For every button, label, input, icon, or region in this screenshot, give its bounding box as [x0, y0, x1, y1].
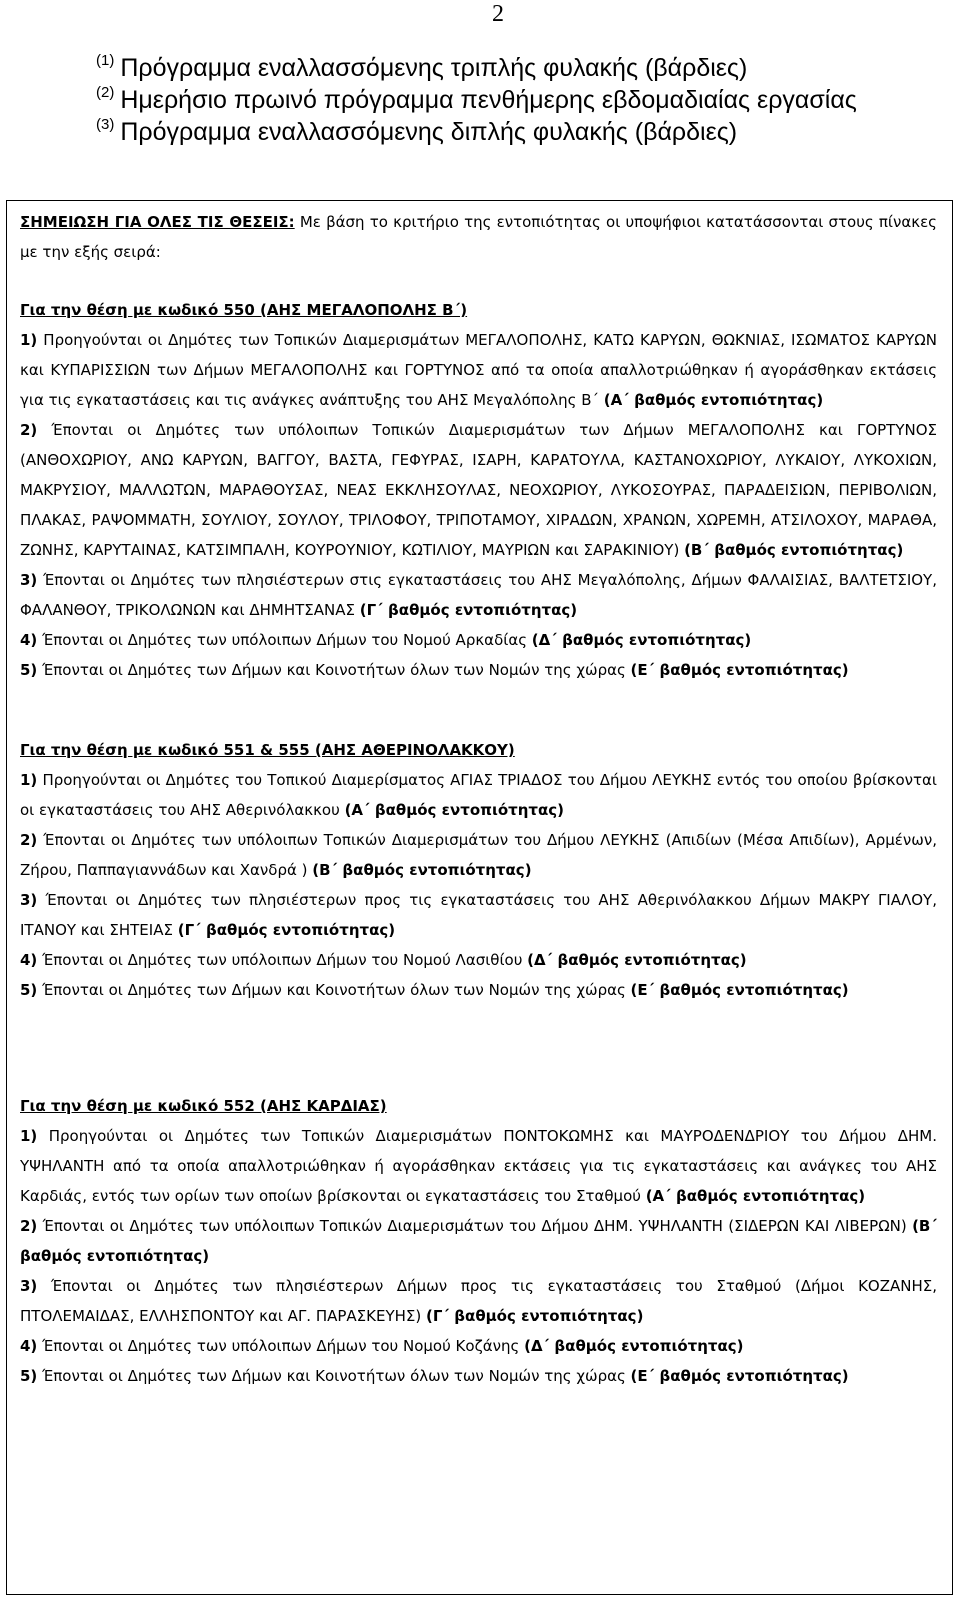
item-text: Έπονται οι Δημότες των πλησιέστερων στις εγκαταστάσεις του ΑΗΣ Μεγαλόπολης, Δήμων ΦΑΛΑΙΣΙΑΣ, ΒΑΛΤΕΤΣΙΟΥ, ΦΑΛΑΝΘΟΥ, ΤΡΙΚΟΛΩΝΩΝ και ΔΗΜΗΤΣΑΝΑΣ: [20, 571, 937, 619]
item-text: Έπονται οι Δημότες των υπόλοιπων Δήμων του Νομού Κοζάνης: [37, 1337, 525, 1355]
spacer: [20, 685, 937, 735]
item-text: Έπονται οι Δημότες των υπόλοιπων Τοπικών Διαμερισμάτων του Δήμου ΔΗΜ. ΥΨΗΛΑΝΤΗ (ΣΙΔΕΡΩΝ ΚΑΙ ΛΙΒΕΡΩΝ): [37, 1217, 913, 1235]
item-number: 2): [20, 1217, 38, 1235]
locality-level: (Δ΄ βαθμός εντοπιότητας): [524, 1337, 744, 1355]
item-text: Έπονται οι Δημότες των Δήμων και Κοινοτήτων όλων των Νομών της χώρας: [37, 981, 631, 999]
footnote-text: Πρόγραμμα εναλλασσόμενης τριπλής φυλακής (βάρδιες): [120, 54, 748, 82]
item-text: Προηγούνται οι Δημότες του Τοπικού Διαμερίσματος ΑΓΙΑΣ ΤΡΙΑΔΟΣ του Δήμου ΛΕΥΚΗΣ εντός του οποίου βρίσκονται οι εγκαταστάσεις του ΑΗΣ Αθερινόλακκου: [20, 771, 937, 819]
section-title-552: Για την θέση με κωδικό 552 (ΑΗΣ ΚΑΡΔΙΑΣ): [20, 1097, 387, 1115]
note-title: ΣΗΜΕΙΩΣΗ ΓΙΑ ΟΛΕΣ ΤΙΣ ΘΕΣΕΙΣ:: [20, 213, 295, 231]
locality-level: (Β΄ βαθμός εντοπιότητας): [20, 1217, 937, 1265]
item-number: 1): [20, 771, 38, 789]
item-text: Προηγούνται οι Δημότες των Τοπικών Διαμερισμάτων ΜΕΓΑΛΟΠΟΛΗΣ, ΚΑΤΩ ΚΑΡΥΩΝ, ΘΩΚΝΙΑΣ, ΙΣΩΜΑΤΟΣ ΚΑΡΥΩΝ και ΚΥΠΑΡΙΣΣΙΩΝ των Δήμων ΜΕΓΑΛΟΠΟΛΗΣ και ΓΟΡΤΥΝΟΣ από τα οποία απαλλοτριώθηκαν ή αγοράσθηκαν εκτάσεις για τις εγκαταστάσεις και τις ανάγκες ανάπτυξης του ΑΗΣ Μεγαλόπολης Β΄: [20, 331, 937, 409]
page-number: 2: [492, 1, 504, 27]
item-number: 1): [20, 331, 38, 349]
item-number: 2): [20, 421, 38, 439]
locality-level: (Α΄ βαθμός εντοπιότητας): [603, 391, 824, 409]
list-item: [20, 1331, 937, 1361]
item-number: 3): [20, 891, 38, 909]
locality-level: (Ε΄ βαθμός εντοπιότητας): [630, 1367, 849, 1385]
list-item: [20, 1361, 937, 1391]
item-text: Έπονται οι Δημότες των Δήμων και Κοινοτήτων όλων των Νομών της χώρας: [37, 1367, 631, 1385]
footnotes: [96, 52, 916, 148]
locality-level: (Δ΄ βαθμός εντοπιότητας): [531, 631, 752, 649]
note-text: Με βάση το κριτήριο της εντοπιότητας οι υποψήφιοι κατατάσσονται στους πίνακες με την εξής σειρά:: [20, 213, 937, 261]
item-number: 4): [20, 951, 38, 969]
locality-level: (Α΄ βαθμός εντοπιότητας): [344, 801, 565, 819]
item-text: Έπονται οι Δημότες των υπόλοιπων Τοπικών Διαμερισμάτων των Δήμων ΜΕΓΑΛΟΠΟΛΗΣ και ΓΟΡΤΥΝΟΣ (ΑΝΘΟΧΩΡΙΟΥ, ΑΝΩ ΚΑΡΥΩΝ, ΒΑΓΓΟΥ, ΒΑΣΤΑ, ΓΕΦΥΡΑΣ, ΙΣΑΡΗ, ΚΑΡΑΤΟΥΛΑ, ΚΑΣΤΑΝΟΧΩΡΙΟΥ, ΛΥΚΑΙΟΥ, ΛΥΚΟΧΙΩΝ, ΜΑΚΡΥΣΙΟΥ, ΜΑΛΛΩΤΩΝ, ΜΑΡΑΘΟΥΣΑΣ, ΝΕΑΣ ΕΚΚΛΗΣΟΥΛΑΣ, ΝΕΟΧΩΡΙΟΥ, ΛΥΚΟΣΟΥΡΑΣ, ΠΑΡΑΔΕΙΣΙΩΝ, ΠΕΡΙΒΟΛΙΩΝ, ΠΛΑΚΑΣ, ΡΑΨΟΜΜΑΤΗ, ΣΟΥΛΙΟΥ, ΣΟΥΛΟΥ, ΤΡΙΛΟΦΟΥ, ΤΡΙΠΟΤΑΜΟΥ, ΧΙΡΑΔΩΝ, ΧΡΑΝΩΝ, ΧΩΡΕΜΗ, ΑΤΣΙΛΟΧΟΥ, ΜΑΡΑΘΑ, ΖΩΝΗΣ, ΚΑΡΥΤΑΙΝΑΣ, ΚΑΤΣΙΜΠΑΛΗ, ΚΟΥΡΟΥΝΙΟΥ, ΚΩΤΙΛΙΟΥ, ΜΑΥΡΙΩΝ και ΣΑΡΑΚΙΝΙΟΥ): [20, 421, 937, 559]
footnote-mark: (2): [96, 84, 115, 101]
item-text: Προηγούνται οι Δημότες των Τοπικών Διαμερισμάτων ΠΟΝΤΟΚΩΜΗΣ και ΜΑΥΡΟΔΕΝΔΡΙΟΥ του Δήμου ΔΗΜ. ΥΨΗΛΑΝΤΗ από τα οποία απαλλοτριώθηκαν ή αγοράσθηκαν εκτάσεις για τις εγκαταστάσεις και ανάγκες του ΑΗΣ Καρδιάς, εντός των ορίων των οποίων βρίσκονται οι εγκαταστάσεις του Σταθμού: [20, 1127, 937, 1205]
footnote-text: Ημερήσιο πρωινό πρόγραμμα πενθήμερης εβδομαδιαίας εργασίας: [120, 86, 857, 114]
item-number: 5): [20, 661, 38, 679]
locality-level: (Γ΄ βαθμός εντοπιότητας): [426, 1307, 644, 1325]
item-number: 5): [20, 1367, 38, 1385]
section-title-551-555: Για την θέση με κωδικό 551 & 555 (ΑΗΣ ΑΘΕΡΙΝΟΛΑΚΚΟΥ): [20, 741, 515, 759]
criteria-content: [20, 207, 937, 1391]
spacer: [20, 267, 937, 295]
footnote-text: Πρόγραμμα εναλλασσόμενης διπλής φυλακής (βάρδιες): [120, 118, 738, 146]
criteria-box: [6, 200, 953, 1595]
list-item: [20, 1271, 937, 1331]
list-item: [20, 885, 937, 945]
locality-level: (Δ΄ βαθμός εντοπιότητας): [527, 951, 747, 969]
section-title-550: Για την θέση με κωδικό 550 (ΑΗΣ ΜΕΓΑΛΟΠΟΛΗΣ Β΄): [20, 301, 468, 319]
list-item: [20, 1211, 937, 1271]
spacer: [20, 1005, 937, 1091]
locality-level: (Ε΄ βαθμός εντοπιότητας): [630, 981, 849, 999]
list-item: [20, 415, 937, 565]
list-item: [20, 565, 937, 625]
footnote-1: [96, 52, 916, 84]
item-number: 4): [20, 631, 38, 649]
list-item: [20, 655, 937, 685]
locality-level: (Γ΄ βαθμός εντοπιότητας): [359, 601, 578, 619]
list-item: [20, 945, 937, 975]
general-note: [20, 207, 937, 267]
list-item: [20, 1121, 937, 1211]
footnote-3: [96, 116, 916, 148]
list-item: [20, 325, 937, 415]
list-item: [20, 825, 937, 885]
footnote-2: [96, 84, 916, 116]
locality-level: (Β΄ βαθμός εντοπιότητας): [312, 861, 532, 879]
item-number: 4): [20, 1337, 38, 1355]
item-text: Έπονται οι Δημότες των υπόλοιπων Τοπικών Διαμερισμάτων του Δήμου ΛΕΥΚΗΣ (Απιδίων (Μέσα Απιδίων), Αρμένων, Ζήρου, Παππαγιαννάδων και Χανδρά ): [20, 831, 937, 879]
item-text: Έπονται οι Δημότες των υπόλοιπων Δήμων του Νομού Λασιθίου: [37, 951, 528, 969]
item-text: Έπονται οι Δημότες των πλησιέστερων προς τις εγκαταστάσεις του ΑΗΣ Αθερινόλακκου Δήμων ΜΑΚΡΥ ΓΙΑΛΟΥ, ΙΤΑΝΟΥ και ΣΗΤΕΙΑΣ: [20, 891, 937, 939]
footnote-mark: (1): [96, 52, 115, 69]
list-item: [20, 765, 937, 825]
locality-level: (Ε΄ βαθμός εντοπιότητας): [630, 661, 849, 679]
item-number: 5): [20, 981, 38, 999]
item-text: Έπονται οι Δημότες των πλησιέστερων Δήμων προς τις εγκαταστάσεις του Σταθμού (Δήμοι ΚΟΖΑΝΗΣ, ΠΤΟΛΕΜΑΙΔΑΣ, ΕΛΛΗΣΠΟΝΤΟΥ και ΑΓ. ΠΑΡΑΣΚΕΥΗΣ): [20, 1277, 937, 1325]
locality-level: (Α΄ βαθμός εντοπιότητας): [645, 1187, 866, 1205]
locality-level: (Β΄ βαθμός εντοπιότητας): [684, 541, 904, 559]
item-number: 1): [20, 1127, 38, 1145]
item-number: 3): [20, 571, 38, 589]
item-number: 3): [20, 1277, 38, 1295]
locality-level: (Γ΄ βαθμός εντοπιότητας): [177, 921, 396, 939]
list-item: [20, 625, 937, 655]
list-item: [20, 975, 937, 1005]
item-text: Έπονται οι Δημότες των υπόλοιπων Δήμων του Νομού Αρκαδίας: [37, 631, 532, 649]
item-text: Έπονται οι Δημότες των Δήμων και Κοινοτήτων όλων των Νομών της χώρας: [37, 661, 631, 679]
item-number: 2): [20, 831, 38, 849]
footnote-mark: (3): [96, 116, 115, 133]
